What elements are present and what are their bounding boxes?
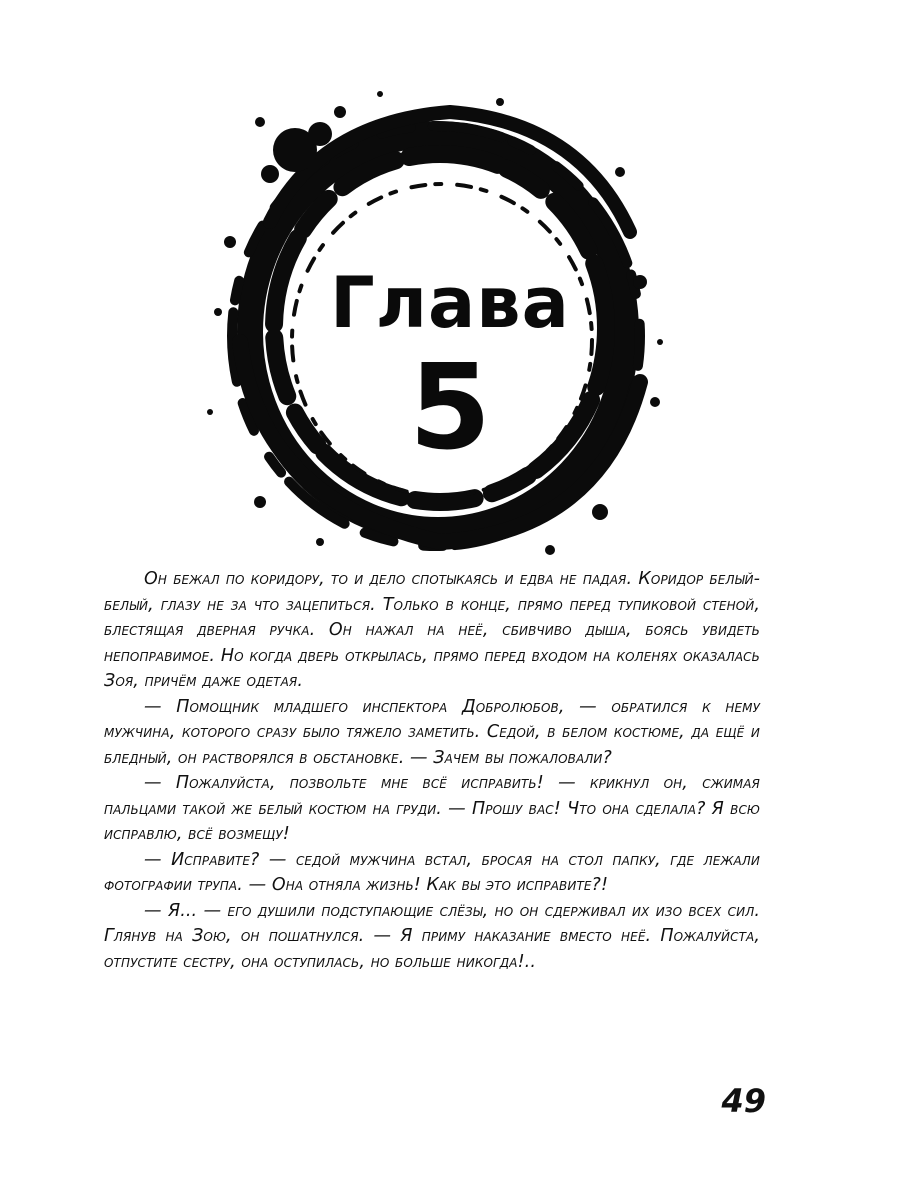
- body-text: [104, 567, 760, 975]
- paragraph: Он бежал по коридору, то и дело спотыкаясь и едва не падая. Коридор белый-белый, глазу не за что зацепиться. Только в конце, прямо перед тупиковой стеной, блестящая дверная ручка. Он нажал на неё, сбивчиво дыша, боясь увидеть непоправимое. Но когда дверь открылась, прямо перед входом на коленях оказалась Зоя, причём даже одетая.: [104, 569, 760, 691]
- page-number: 49: [721, 1082, 766, 1120]
- chapter-number: 5: [408, 338, 492, 476]
- paragraph: — Пожалуйста, позвольте мне всё исправить! — крикнул он, сжимая пальцами такой же белый костюм на груди. — Прошу вас! Что она сделала? Я всю исправлю, всё возмещу!: [104, 773, 760, 844]
- chapter-heading-word: Глава: [330, 262, 570, 344]
- paragraph: — Исправите? — седой мужчина встал, бросая на стол папку, где лежали фотографии трупа. — Она отняла жизнь! Как вы это исправите?!: [104, 849, 760, 895]
- paragraph: — Я... — его душили подступающие слёзы, но он сдерживал их изо всех сил. Глянув на Зою, он пошатнулся. — Я приму наказание вместо неё. Пожалуйста, отпустите сестру, она оступилась, но больше никогда!..: [104, 900, 760, 972]
- paragraph: — Помощник младшего инспектора Добролюбов, — обратился к нему мужчина, которого сразу было тяжело заметить. Седой, в белом костюме, да ещё и бледный, он растворялся в обстановке. — Зачем вы пожаловали?: [104, 696, 760, 768]
